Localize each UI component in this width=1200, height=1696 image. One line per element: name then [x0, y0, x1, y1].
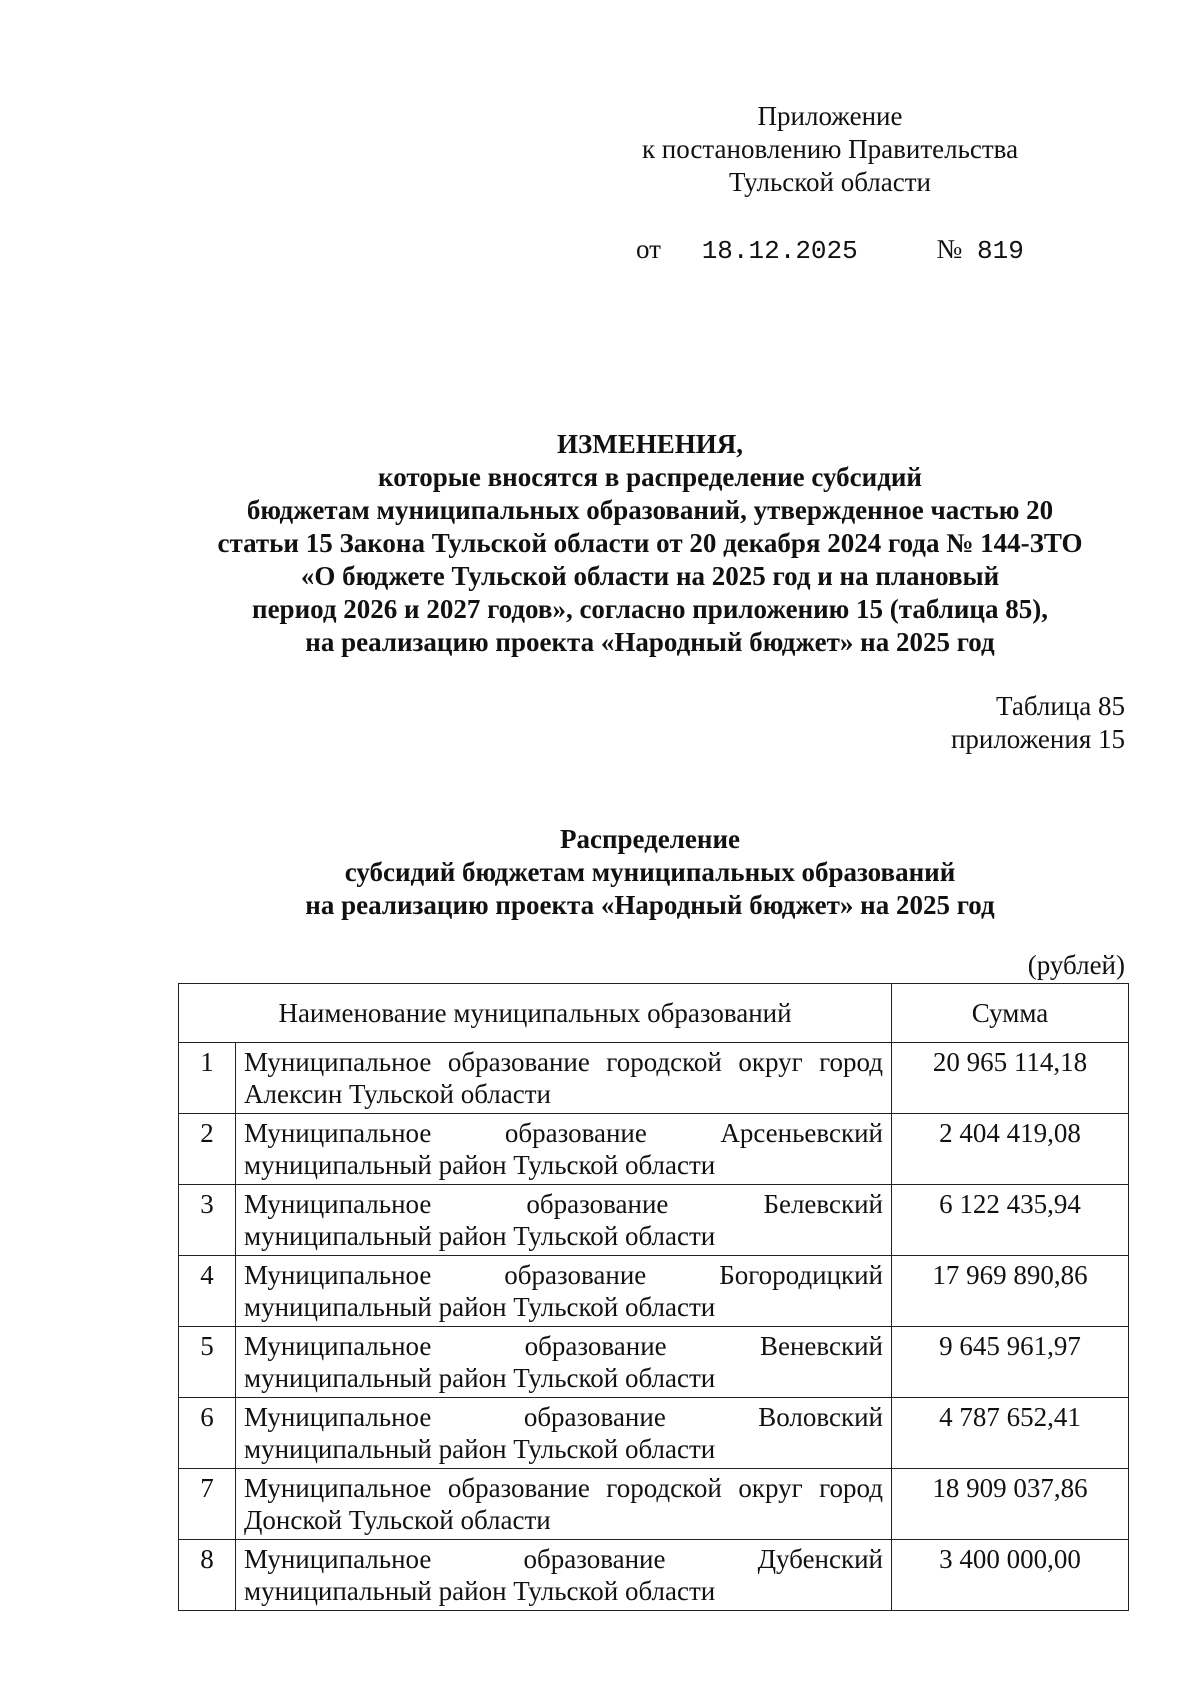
table-row: [179, 1327, 1129, 1398]
row-name: Муниципальное образование Воловский муниципальный район Тульской области: [236, 1398, 892, 1469]
row-number: 2: [179, 1114, 236, 1185]
row-sum: 17 969 890,86: [892, 1256, 1129, 1327]
row-name: Муниципальное образование Белевский муниципальный район Тульской области: [236, 1185, 892, 1256]
row-sum: 3 400 000,00: [892, 1540, 1129, 1611]
changes-title-line-7: на реализацию проекта «Народный бюджет» на 2025 год: [305, 627, 995, 657]
row-name: Муниципальное образование Богородицкий муниципальный район Тульской области: [236, 1256, 892, 1327]
row-sum: 4 787 652,41: [892, 1398, 1129, 1469]
distribution-title-line-1: Распределение: [559, 824, 741, 854]
distribution-title-line-3: на реализацию проекта «Народный бюджет» на 2025 год: [305, 890, 995, 920]
header-sum: Сумма: [892, 984, 1129, 1043]
table-header-row: [179, 984, 1129, 1043]
table-row: [179, 1540, 1129, 1611]
changes-title: [100, 428, 1200, 659]
table-row: [179, 1256, 1129, 1327]
changes-title-line-4: статьи 15 Закона Тульской области от 20 декабря 2024 года № 144-ЗТО: [217, 528, 1083, 558]
appendix-line-2: к постановлению Правительства: [641, 134, 1019, 164]
table-row: [179, 1114, 1129, 1185]
row-number: 4: [179, 1256, 236, 1327]
row-number: 8: [179, 1540, 236, 1611]
number-prefix: №: [936, 234, 963, 264]
changes-title-line-3: бюджетам муниципальных образований, утвержденное частью 20: [246, 495, 1054, 525]
table-row: [179, 1469, 1129, 1540]
decree-date-number: [636, 234, 1024, 266]
table-row: [179, 1398, 1129, 1469]
distribution-title-line-2: субсидий бюджетам муниципальных образований: [344, 857, 956, 887]
row-name: Муниципальное образование Веневский муниципальный район Тульской области: [236, 1327, 892, 1398]
row-number: 3: [179, 1185, 236, 1256]
changes-title-line-1: ИЗМЕНЕНИЯ,: [556, 429, 743, 459]
row-number: 6: [179, 1398, 236, 1469]
subsidies-table: [178, 983, 1129, 1611]
table-ref-line-2: приложения 15: [950, 724, 1125, 754]
row-name: Муниципальное образование Арсеньевский муниципальный район Тульской области: [236, 1114, 892, 1185]
row-sum: 6 122 435,94: [892, 1185, 1129, 1256]
header-name: Наименование муниципальных образований: [179, 984, 892, 1043]
table-reference: [951, 690, 1125, 756]
changes-title-line-6: период 2026 и 2027 годов», согласно приложению 15 (таблица 85),: [252, 594, 1048, 624]
row-sum: 2 404 419,08: [892, 1114, 1129, 1185]
changes-title-line-2: которые вносятся в распределение субсидий: [378, 462, 922, 492]
row-sum: 9 645 961,97: [892, 1327, 1129, 1398]
row-number: 1: [179, 1043, 236, 1114]
row-name: Муниципальное образование городской округ город Донской Тульской области: [236, 1469, 892, 1540]
distribution-title: [100, 823, 1200, 922]
table-row: [179, 1043, 1129, 1114]
row-sum: 20 965 114,18: [892, 1043, 1129, 1114]
row-number: 5: [179, 1327, 236, 1398]
appendix-line-3: Тульской области: [729, 167, 931, 197]
changes-title-line-5: «О бюджете Тульской области на 2025 год и на плановый: [300, 561, 1000, 591]
table-row: [179, 1185, 1129, 1256]
row-name: Муниципальное образование городской округ город Алексин Тульской области: [236, 1043, 892, 1114]
row-name: Муниципальное образование Дубенский муниципальный район Тульской области: [236, 1540, 892, 1611]
row-sum: 18 909 037,86: [892, 1469, 1129, 1540]
appendix-line-1: Приложение: [757, 101, 903, 131]
appendix-header: [620, 100, 1040, 199]
row-number: 7: [179, 1469, 236, 1540]
decree-date: 18.12.2025: [701, 236, 858, 266]
table-ref-line-1: Таблица 85: [996, 691, 1125, 721]
decree-number: 819: [977, 236, 1024, 266]
date-prefix: от: [636, 234, 661, 264]
units-label: (рублей): [1027, 950, 1125, 980]
